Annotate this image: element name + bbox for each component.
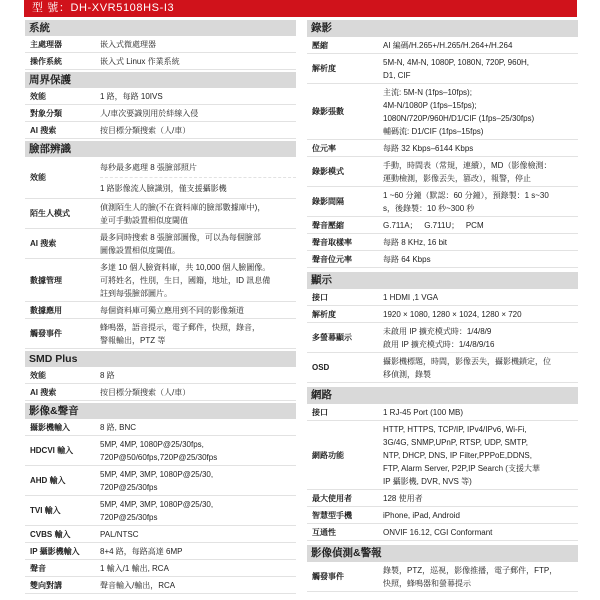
spec-value-line: 每路 8 KHz, 16 bit — [383, 238, 448, 247]
spec-value-line: 聲音輸入/輸出，RCA — [100, 581, 176, 590]
spec-row — [307, 157, 578, 187]
spec-value — [100, 543, 296, 559]
spec-label: 聲音 — [30, 563, 46, 573]
spec-value — [100, 157, 296, 198]
spec-value-line: 1 ~60 分鐘（默認：60 分鐘），預錄製：1 s~30 — [383, 191, 549, 200]
spec-section — [25, 141, 296, 349]
spec-row — [25, 466, 296, 496]
spec-value-line: 蜂鳴器，語音提示，電子郵件，快照，錄音， — [100, 323, 260, 332]
spec-value-line: 1 路，每路 10IVS — [100, 92, 163, 101]
spec-label: 互通性 — [312, 527, 336, 537]
spec-section — [25, 72, 296, 139]
spec-value-line: 移偵測，錄製 — [383, 370, 431, 379]
spec-value-line: AI 編碼/H.265+/H.265/H.264+/H.264 — [383, 41, 513, 50]
spec-value-part — [100, 157, 296, 177]
spec-label: 錄影間隔 — [312, 197, 344, 206]
spec-value — [383, 289, 578, 305]
section-title: 影像&聲音 — [25, 403, 296, 419]
spec-section — [25, 20, 296, 70]
spec-value-line: 128 使用者 — [383, 494, 423, 503]
spec-value — [100, 88, 296, 104]
spec-row — [307, 490, 578, 507]
spec-value-line: 1 RJ-45 Port (100 MB) — [383, 408, 464, 417]
spec-value — [100, 259, 296, 301]
spec-value-line: 1920 × 1080, 1280 × 1024, 1280 × 720 — [383, 310, 522, 319]
spec-value — [100, 560, 296, 576]
spec-row — [25, 229, 296, 259]
spec-value — [383, 562, 578, 591]
spec-value-line: 人/車次要識別用於絆線入侵 — [100, 109, 199, 118]
spec-label: AI 搜索 — [30, 387, 57, 397]
spec-label: 對象分類 — [30, 108, 62, 118]
spec-value-line: HTTP, HTTPS, TCP/IP, IPv4/IPv6, Wi-Fi, — [383, 425, 527, 434]
spec-label: 主處理器 — [30, 39, 62, 49]
spec-value-line: iPhone, iPad, Android — [383, 511, 460, 520]
section-title: 網路 — [307, 387, 578, 404]
section-title: SMD Plus — [25, 351, 296, 367]
section-title: 影像偵測&警報 — [307, 545, 578, 562]
spec-label: HDCVI 輸入 — [30, 446, 74, 455]
spec-value-line: 偵測陌生人的臉(不在資料庫的臉部數據庫中)， — [100, 203, 266, 212]
spec-label: 數據應用 — [30, 305, 62, 315]
spec-row — [307, 507, 578, 524]
spec-value-line: s，後錄製：10 秒~300 秒 — [383, 204, 475, 213]
spec-label: 觸發事件 — [312, 572, 344, 581]
section-title: 顯示 — [307, 272, 578, 289]
spec-row — [25, 88, 296, 105]
spec-value-line: 每路 32 Kbps–6144 Kbps — [383, 144, 474, 153]
spec-label: 位元率 — [312, 143, 336, 153]
spec-value-line: 圖像設置相似度閾值。 — [100, 246, 180, 255]
spec-label: TVI 輸入 — [30, 506, 61, 515]
spec-value-line: 8 路, BNC — [100, 423, 137, 432]
spec-value — [383, 187, 578, 216]
section-title: 系統 — [25, 20, 296, 36]
spec-section — [307, 272, 578, 383]
spec-label: 解析度 — [312, 309, 336, 319]
spec-row — [25, 199, 296, 229]
spec-section — [307, 545, 578, 592]
spec-label: 觸發事件 — [30, 329, 62, 338]
spec-row — [307, 251, 578, 268]
spec-label: AI 搜索 — [30, 239, 57, 248]
spec-value-line: 警報輸出，PTZ 等 — [100, 336, 166, 345]
spec-section — [25, 351, 296, 401]
spec-row — [25, 259, 296, 302]
spec-section — [307, 387, 578, 541]
spec-value — [100, 229, 296, 258]
spec-value-line: 8 路 — [100, 371, 115, 380]
spec-row — [25, 367, 296, 384]
spec-label: 攝影機輸入 — [30, 422, 70, 432]
spec-row — [25, 577, 296, 594]
spec-value — [383, 490, 578, 506]
spec-value — [383, 234, 578, 250]
spec-value — [383, 353, 578, 382]
spec-label: CVBS 輸入 — [30, 529, 71, 539]
spec-value — [100, 466, 296, 495]
spec-value — [100, 36, 296, 52]
spec-value-line: 手動，時間表（常規，連續），MD（影像檢測： — [383, 161, 552, 170]
spec-row — [307, 37, 578, 54]
spec-value — [383, 84, 578, 139]
spec-value-line: 錄製，PTZ，巡視，影像推播，電子郵件，FTP， — [383, 566, 558, 575]
spec-value-line: 720P@25/30fps — [100, 483, 158, 492]
spec-value-line: 8+4 路，每路高達 6MP — [100, 547, 183, 556]
spec-value-line: FTP, Alarm Server, P2P,IP Search (支援大華 — [383, 464, 540, 473]
spec-label: 網路功能 — [312, 450, 344, 460]
spec-value — [100, 302, 296, 318]
spec-label: OSD — [312, 363, 330, 372]
spec-label: 聲音位元率 — [312, 254, 352, 264]
spec-value-line: 嵌入式 Linux 作業系統 — [100, 57, 180, 66]
spec-value — [100, 419, 296, 435]
spec-label: 陌生人模式 — [30, 209, 70, 218]
spec-value — [383, 251, 578, 267]
spec-label: 接口 — [312, 407, 328, 417]
spec-value-line: 每個資料庫可獨立應用到不同的影像頻道 — [100, 306, 244, 315]
spec-value-line: 每路 64 Kbps — [383, 255, 431, 264]
spec-row — [25, 496, 296, 526]
spec-row — [25, 384, 296, 401]
spec-value-line: 最多同時搜索 8 張臉部圖像，可以為每個臉部 — [100, 233, 261, 242]
spec-value-line: D1, CIF — [383, 71, 411, 80]
spec-label: 解析度 — [312, 64, 336, 73]
spec-row — [307, 353, 578, 383]
spec-value-part — [100, 177, 296, 198]
spec-value-line: 未啟用 IP 擴充模式時：1/4/8/9 — [383, 327, 492, 336]
spec-value — [100, 526, 296, 542]
model-banner — [24, 0, 577, 17]
spec-value — [383, 507, 578, 523]
spec-label: 聲音取樣率 — [312, 237, 352, 247]
spec-value — [383, 54, 578, 83]
spec-label: 效能 — [30, 173, 46, 182]
spec-row — [307, 306, 578, 323]
spec-section — [25, 403, 296, 594]
spec-value-line: 720P@25/30fps — [100, 513, 158, 522]
spec-value — [100, 436, 296, 465]
spec-value — [383, 323, 578, 352]
section-title: 臉部辨識 — [25, 141, 296, 157]
spec-value-line: 1 路影像流人臉識別，僅支援攝影機 — [100, 183, 227, 193]
spec-value — [383, 421, 578, 489]
spec-value-line: IP 攝影機, DVR, NVS 等) — [383, 477, 472, 486]
spec-row — [307, 524, 578, 541]
spec-row — [307, 54, 578, 84]
spec-value-line: 4M-N/1080P (1fps–15fps); — [383, 101, 477, 110]
right-column — [307, 20, 578, 592]
spec-label: 聲音壓縮 — [312, 220, 344, 230]
spec-value-line: 多達 10 個人臉資料庫，共 10,000 個人臉圖像。 — [100, 263, 271, 272]
spec-label: 壓縮 — [312, 40, 328, 50]
spec-value — [100, 319, 296, 348]
spec-value — [100, 496, 296, 525]
spec-row — [307, 289, 578, 306]
spec-value-line: 1 HDMI ,1 VGA — [383, 293, 439, 302]
spec-row — [25, 436, 296, 466]
spec-value-line: 快照，蜂鳴器和螢幕提示 — [383, 579, 471, 588]
spec-value-line: 720P@50/60fps,720P@25/30fps — [100, 453, 218, 462]
spec-value — [100, 384, 296, 400]
spec-label: 接口 — [312, 292, 328, 302]
spec-row — [25, 560, 296, 577]
section-title: 錄影 — [307, 20, 578, 37]
spec-label: 錄影張數 — [312, 107, 344, 116]
spec-section — [307, 20, 578, 268]
spec-value-line: 1080N/720P/960H/D1/CIF (1fps–25/30fps) — [383, 114, 535, 123]
spec-row — [307, 140, 578, 157]
spec-label: 多螢幕顯示 — [312, 333, 352, 342]
spec-label: 操作系統 — [30, 56, 62, 66]
spec-value-line: NTP, DHCP, DNS, IP Filter,PPPoE,DDNS, — [383, 451, 532, 460]
spec-value-line: 並可手動設置相似度閾值 — [100, 216, 188, 225]
spec-value — [100, 122, 296, 138]
spec-value-line: 註到每張臉部圖片。 — [100, 289, 172, 298]
spec-row — [307, 234, 578, 251]
spec-value — [383, 306, 578, 322]
spec-label: 智慧型手機 — [312, 510, 352, 520]
spec-value-line: 5MP, 4MP, 3MP, 1080P@25/30, — [100, 470, 214, 479]
spec-label: AHD 輸入 — [30, 476, 66, 485]
spec-value-line: 按目標分類搜索（人/車） — [100, 388, 191, 397]
spec-label: 數據管理 — [30, 275, 62, 285]
section-title: 周界保護 — [25, 72, 296, 88]
spec-value — [383, 157, 578, 186]
spec-label: 最大使用者 — [312, 493, 352, 503]
model-title: 型 號：DH-XVR5108HS-I3 — [32, 2, 175, 14]
spec-value-line: 1 輸入/1 輸出, RCA — [100, 564, 169, 573]
left-column — [25, 20, 296, 594]
spec-row — [307, 404, 578, 421]
spec-value-line: 運動檢測，影像丟失，篡改），報警，停止 — [383, 174, 531, 183]
spec-value — [100, 105, 296, 121]
spec-value — [383, 217, 578, 233]
spec-value — [100, 199, 296, 228]
spec-row — [307, 187, 578, 217]
spec-value-line: 可將姓名，性別，生日，國籍，地址，ID 訊息備 — [100, 276, 271, 285]
spec-value-line: 嵌入式微處理器 — [100, 40, 156, 49]
spec-value-line: G.711A； G.711U； PCM — [383, 221, 484, 230]
spec-value — [383, 37, 578, 53]
spec-value-line: PAL/NTSC — [100, 530, 139, 539]
spec-label: IP 攝影機輸入 — [30, 546, 80, 556]
spec-row — [307, 217, 578, 234]
spec-row — [25, 53, 296, 70]
spec-row — [307, 562, 578, 592]
spec-value-line: 啟用 IP 擴充模式時：1/4/8/9/16 — [383, 340, 495, 349]
spec-row — [307, 323, 578, 353]
spec-row — [25, 319, 296, 349]
spec-row — [25, 105, 296, 122]
spec-value — [100, 53, 296, 69]
spec-value-line: 3G/4G, SNMP,UPnP, RTSP, UDP, SMTP, — [383, 438, 528, 447]
spec-label: 錄影模式 — [312, 167, 344, 176]
spec-row — [25, 543, 296, 560]
spec-value-line: 按目標分類搜索（人/車） — [100, 126, 191, 135]
spec-row — [25, 419, 296, 436]
spec-value-line: 攝影機標題，時間，影像丟失，攝影機鎖定，位 — [383, 357, 551, 366]
spec-value-line: 5MP, 4MP, 3MP, 1080P@25/30, — [100, 500, 214, 509]
spec-row — [25, 122, 296, 139]
spec-row — [25, 302, 296, 319]
spec-label: AI 搜索 — [30, 125, 57, 135]
spec-label: 效能 — [30, 91, 46, 101]
spec-row — [307, 84, 578, 140]
spec-value-line: 5MP, 4MP, 1080P@25/30fps, — [100, 440, 204, 449]
spec-row — [25, 526, 296, 543]
spec-value — [100, 367, 296, 383]
spec-row — [25, 36, 296, 53]
spec-value — [383, 140, 578, 156]
spec-value-line: 每秒最多處理 8 張臉部照片 — [100, 162, 197, 172]
spec-value-line: 5M-N, 4M-N, 1080P, 1080N, 720P, 960H, — [383, 58, 530, 67]
spec-value — [383, 524, 578, 540]
spec-value-line: 輔碼流: D1/CIF (1fps–15fps) — [383, 127, 484, 136]
spec-value-line: 主流: 5M-N (1fps–10fps); — [383, 88, 472, 97]
spec-row — [307, 421, 578, 490]
spec-label: 效能 — [30, 370, 46, 380]
spec-row — [25, 157, 296, 199]
spec-value — [383, 404, 578, 420]
spec-value — [100, 577, 296, 593]
spec-value-line: ONVIF 16.12, CGI Conformant — [383, 528, 493, 537]
spec-label: 雙向對講 — [30, 580, 62, 590]
